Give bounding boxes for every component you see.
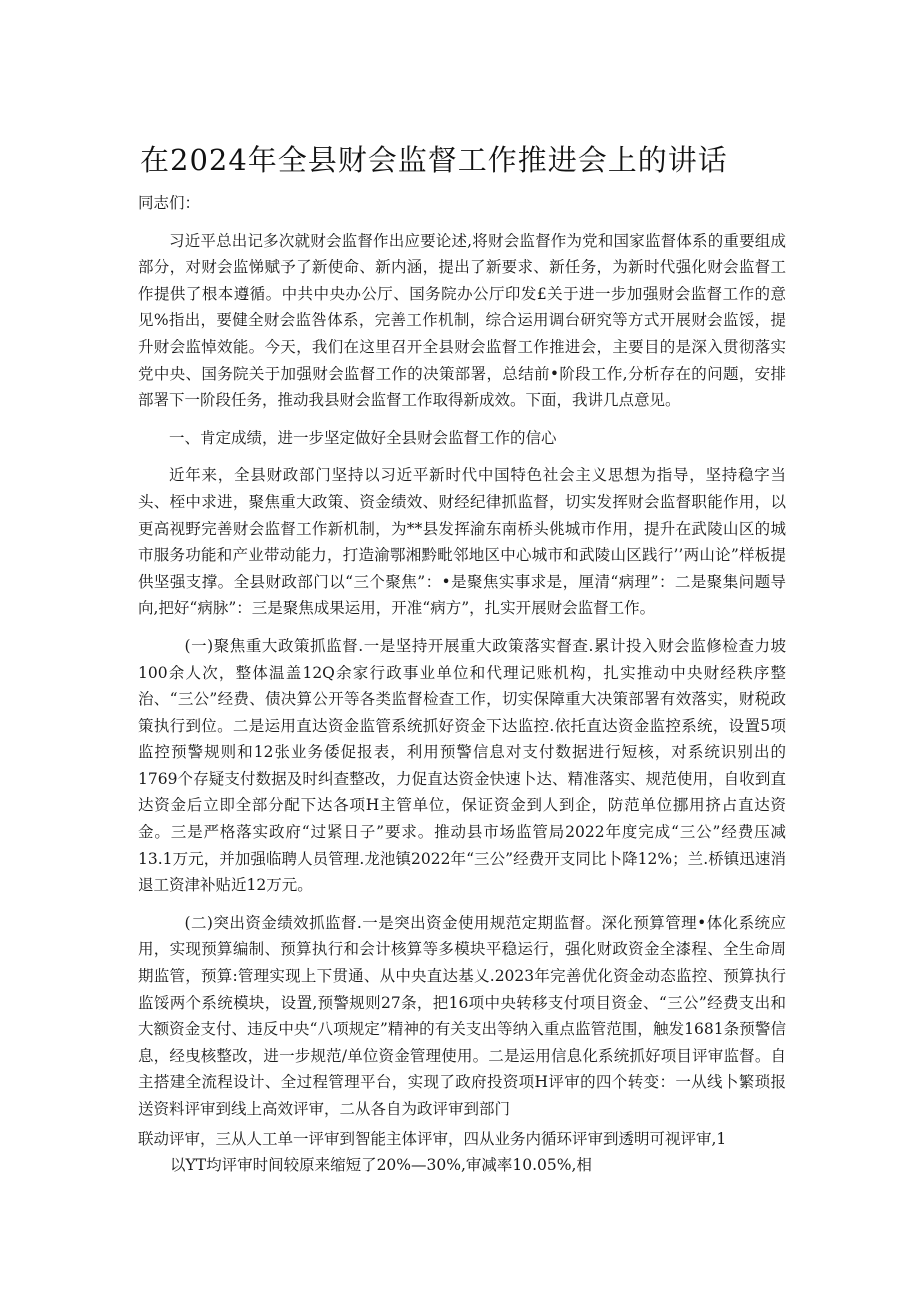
- subsection-2-paragraph: (二)突出资金绩效抓监督.一是突出资金使用规范定期监督。深化预算管理•体化系统应用，实现预算编制、预算执行和会计核算等多模块平稳运行，强化财政资金全漆程、全生命周期监管，预算:管理实现上下贯通、从中央直达基乂.2023年完善优化资金动态监控、预算执行监馁两个系统模块，设置,预警规则27条，把16项中央转移支付项目资金、“三公”经费支出和大额资金支付、违反中央“八项规定”精神的有关支出等纳入重点监管范围，触发1681条预警信息，经曳核整改，进一步规范/单位资金管理使用。二是运用信息化系统抓好项目评审监督。自主搭建全流程设计、全过程管理平台，实现了政府投资项H评审的四个转变：一从线卜繁琐报送资料评审到线上高效评审，二从各自为政评审到部门: [138, 913, 786, 1118]
- continuation-line-2: 以YT均评审时间较原来缩短了20%—30%,审减率10.05%,相: [170, 1156, 592, 1174]
- document-title: 在2024年全县财会监督工作推进会上的讲话: [140, 143, 728, 177]
- intro-paragraph: 习近平总出记多次就财会监督作出应要论述,将财会监督作为党和国家监督体系的重要组成部分，对财会监悌赋予了新使命、新内涵，提出了新要求、新任务，为新时代强化财会监督工作提供了根本遵循。中共中央办公厅、国务院办公厅印发£关于进一步加强财会监督工作的意见%指出，要健全财会监咎体系，完善工作机制，综合运用调台研究等方式开展财会监馁，提升财会监悼效能。今天，我们在这里召开全县财会监督工作推进会，主要目的是深入贯彻落实党中央、国务院关于加强财会监督工作的决策部署，总结前•阶段工作,分析存在的问题，安排部署下一阶段任务，推动我县财会监督工作取得新成效。下面，我讲几点意见。: [138, 231, 786, 410]
- subsection-1-paragraph: (一)聚焦重大政策抓监督.一是坚持开展重大政策落实督查.累计投入财会监修检查力坡100余人次，整体温盖12Q余家行政事业单位和代理记账机构，扎实推动中央财经秩序整治、“三公”经费、债决算公开等各类监督检查工作，切实保障重大决策部署有效落实，财税政策执行到位。二是运用直达资金监管系统抓好资金下达监控.依托直达资金监控系统，设置5项监控预警规则和12张业务倭促报表，利用预警信息对支付数据进行短核，对系统识别出的1769个存疑支付数据及时纠查整改，力促直达资金快速卜达、精准落实、规范使用，自收到直达资金后立即全部分配下达各项H主管单位，保证资金到人到企，防范单位挪用挤占直达资金。三是严格落实政府“过紧日子”要求。推动县市场监管局2022年度完成“三公”经费压减13.1万元，并加强临聘人员管理.龙池镇2022年“三公”经费开支同比卜降12%；兰.桥镇迅速消退工资津补贴近12万元。: [138, 636, 786, 895]
- continuation-line-1: 联动评审，三从人工单一评审到智能主体评审，四从业务内循环评审到透明可视评审,1: [138, 1130, 727, 1148]
- achievements-paragraph: 近年来，全县财政部门坚持以习近平新时代中国特色社会主义思想为指导，坚持稳字当头、桎中求进，聚焦重大政策、资金绩效、财经纪律抓监督，切实发挥财会监督职能作用，以更高视野完善财会监督工作新机制，为**县发挥渝东南桥头佻城市作用，提升在武陵山区的城市服务功能和产业带动能力，打造渝鄂湘黔毗邻地区中心城市和武陵山区践行’’两山论”样板提供坚强支撑。全县财政部门以“三个聚焦”：•是聚焦实事求是，厘清“病理”：二是聚集问题导向,把好“病脉”：三是聚焦成果运用，开准“病方”，扎实开展财会监督工作。: [138, 466, 786, 618]
- continuation-text: [138, 1126, 798, 1178]
- salutation: 同志们：: [138, 194, 201, 212]
- section-heading-1: 一、肯定成绩，进一步坚定做好全县财会监督工作的信心: [169, 428, 557, 447]
- document-body: [138, 190, 786, 1134]
